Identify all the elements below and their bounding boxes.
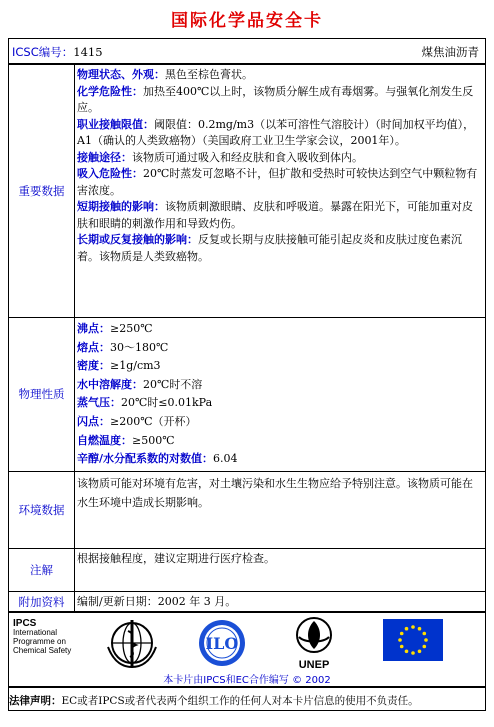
credit-line: 本卡片由IPCS和EC合作编写 © 2002	[163, 675, 331, 686]
eu-star	[423, 632, 427, 636]
eu-star	[418, 627, 422, 631]
label-important: 重要数据	[18, 184, 65, 198]
important-item: 化学危险性：加热至400℃以上时，该物质分解生成有毒烟雾。与强氧化剂发生反应。	[77, 84, 474, 114]
physical-item: 辛醇/水分配系数的对数值：6.04	[77, 452, 238, 466]
icsc-value: 1415	[73, 45, 103, 59]
legal-key: 法律声明：	[9, 695, 62, 707]
environment-content: 该物质可能对环境有危害，对土壤污染和水生生物应给予特别注意。该物质可能在水生环境中造成长期影响。	[77, 477, 473, 509]
label-environment: 环境数据	[18, 503, 65, 517]
physical-item: 蒸气压：20℃时≤0.01kPa	[77, 396, 213, 410]
eu-flag-icon	[383, 619, 443, 661]
physical-item: 自燃温度：≥500℃	[77, 433, 175, 447]
important-item: 长期或反复接触的影响：反复或长期与皮肤接触可能引起皮炎和皮肤过度色素沉着。该物质是人类致癌物。	[77, 233, 462, 263]
ipcs-logo: IPCS International Programme on Chemical Safety	[13, 618, 72, 655]
physical-item: 密度：≥1g/cm3	[77, 359, 161, 373]
legal-text: EC或者IPCS或者代表两个组织工作的任何人对本卡片信息的使用不负责任。	[61, 695, 419, 707]
physical-item: 水中溶解度：20℃时不溶	[77, 377, 203, 391]
important-item: 吸入危险性：20℃时蒸发可忽略不计，但扩散和受热时可较快达到空气中颗粒物有害浓度。	[77, 167, 478, 197]
important-item: 物理状态、外观：黑色至棕色膏状。	[77, 68, 253, 81]
eu-star	[405, 650, 409, 654]
important-item: 短期接触的影响：该物质刺激眼睛、皮肤和呼吸道。暴露在阳光下，可能加重对皮肤和眼睛的刺激作用和导致灼伤。	[77, 200, 473, 230]
label-physical: 物理性质	[18, 387, 65, 401]
card-title: 国际化学品安全卡	[171, 11, 323, 31]
eu-star	[400, 632, 404, 636]
additional-content: 编制/更新日期：2002 年 3 月。	[77, 595, 237, 608]
physical-item: 熔点：30～180℃	[77, 340, 169, 354]
svg-text:UNEP: UNEP	[298, 659, 330, 671]
svg-text:ILO: ILO	[205, 634, 239, 653]
who-emblem-icon	[104, 617, 160, 669]
eu-star	[418, 650, 422, 654]
physical-content	[77, 320, 483, 469]
eu-star	[411, 625, 415, 629]
important-item: 职业接触限值：阈限值：0.2mg/m3（以苯可溶性气溶胶计）（时间加权平均值），A1（确认的人类致癌物）（美国政府工业卫生学家会议，2001年）。	[77, 117, 475, 147]
important-content	[77, 67, 483, 265]
important-item: 接触途径：该物质可通过吸入和经皮肤和食入吸收到体内。	[77, 150, 363, 164]
ilo-emblem-icon	[194, 617, 250, 669]
substance-name: 煤焦油沥青	[421, 45, 479, 59]
eu-star	[423, 645, 427, 649]
header-row	[8, 38, 486, 64]
logo-strip	[8, 612, 486, 687]
icsc-label: ICSC编号：	[12, 45, 74, 59]
physical-item: 沸点：≥250℃	[77, 322, 153, 335]
data-table	[8, 64, 486, 612]
unep-emblem-icon	[289, 615, 339, 671]
physical-item: 闪点：≥200℃（开杯）	[77, 414, 197, 428]
eu-star	[398, 638, 402, 642]
eu-star	[411, 651, 415, 655]
notes-content: 根据接触程度，建议定期进行医疗检查。	[77, 552, 275, 565]
eu-star	[405, 627, 409, 631]
label-notes: 注解	[30, 563, 53, 577]
icsc-number	[12, 44, 103, 60]
eu-star	[400, 645, 404, 649]
eu-star	[424, 638, 428, 642]
label-additional: 附加资料	[18, 595, 65, 609]
legal-notice	[8, 687, 486, 711]
